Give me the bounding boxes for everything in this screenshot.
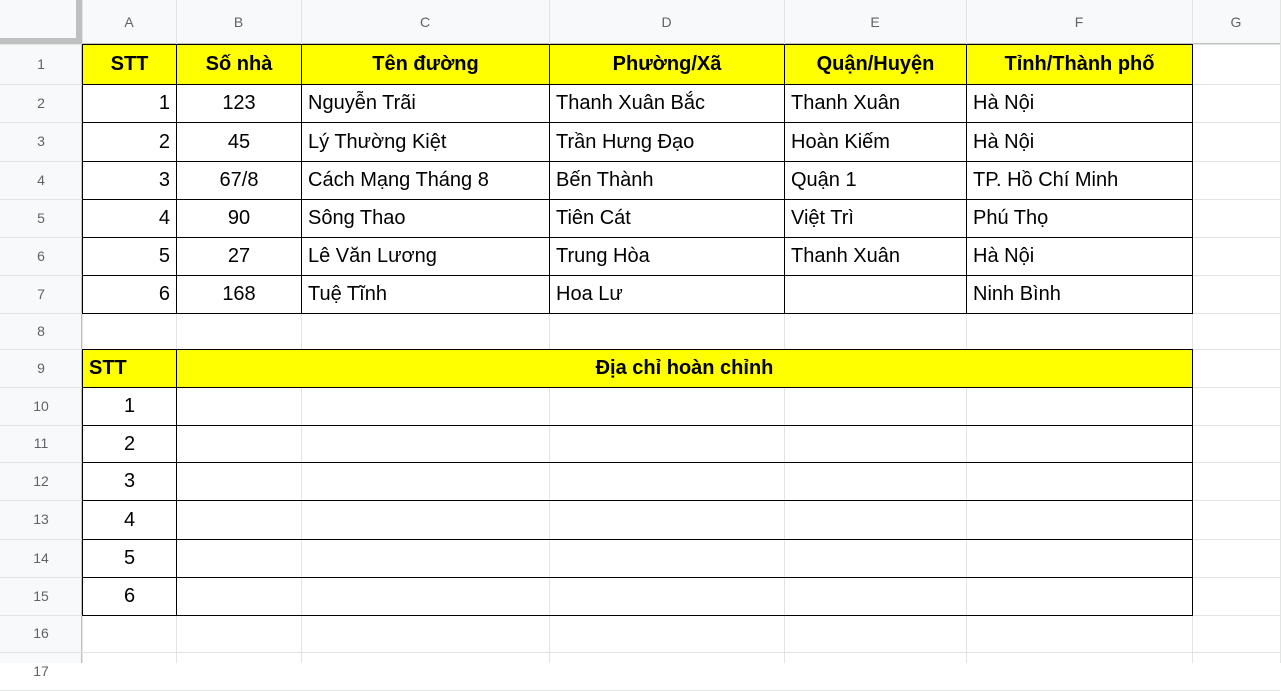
table1-cell[interactable]: Thanh Xuân xyxy=(784,237,967,276)
table1-cell[interactable] xyxy=(784,275,967,314)
row-header-6[interactable]: 6 xyxy=(37,248,45,264)
row-header-9[interactable]: 9 xyxy=(37,360,45,376)
table1-header-cell[interactable]: Quận/Huyện xyxy=(784,44,967,85)
row-header-14[interactable]: 14 xyxy=(33,550,49,566)
row-header-5[interactable]: 5 xyxy=(37,210,45,226)
table1-cell[interactable]: Hà Nội xyxy=(966,122,1193,162)
column-header-b[interactable]: B xyxy=(233,14,244,30)
row-header-1[interactable]: 1 xyxy=(37,56,45,72)
table1-cell[interactable]: Nguyễn Trãi xyxy=(301,84,550,123)
row-header-10[interactable]: 10 xyxy=(33,398,49,414)
table2-header-stt[interactable]: STT xyxy=(82,349,177,388)
row-header-11[interactable]: 11 xyxy=(33,435,49,451)
table2-stt-cell[interactable]: 3 xyxy=(82,462,177,501)
column-header-e[interactable]: E xyxy=(870,14,880,30)
table1-cell[interactable]: Tiên Cát xyxy=(549,199,785,238)
table2-address-cell[interactable] xyxy=(176,539,1193,578)
table2-stt-cell[interactable]: 6 xyxy=(82,577,177,616)
table1-cell[interactable]: 4 xyxy=(82,199,177,238)
row-header-15[interactable]: 15 xyxy=(33,588,49,604)
table2-address-cell[interactable] xyxy=(176,425,1193,463)
table1-cell[interactable]: 5 xyxy=(82,237,177,276)
table1-cell[interactable]: Việt Trì xyxy=(784,199,967,238)
row-header-8[interactable]: 8 xyxy=(37,323,45,339)
table1-cell[interactable]: Lý Thường Kiệt xyxy=(301,122,550,162)
table1-cell[interactable]: 67/8 xyxy=(176,161,302,200)
table2-address-cell[interactable] xyxy=(176,500,1193,540)
gridline-horizontal xyxy=(0,652,1280,653)
table2-address-cell[interactable] xyxy=(176,387,1193,426)
table1-cell[interactable]: Tuệ Tĩnh xyxy=(301,275,550,314)
table1-cell[interactable]: Hoàn Kiếm xyxy=(784,122,967,162)
table2-stt-cell[interactable]: 1 xyxy=(82,387,177,426)
table1-cell[interactable]: Hà Nội xyxy=(966,237,1193,276)
table1-cell[interactable]: 6 xyxy=(82,275,177,314)
table1-cell[interactable]: Hà Nội xyxy=(966,84,1193,123)
table1-cell[interactable]: Bến Thành xyxy=(549,161,785,200)
table1-cell[interactable]: 168 xyxy=(176,275,302,314)
table1-cell[interactable]: Hoa Lư xyxy=(549,275,785,314)
table1-cell[interactable]: Trần Hưng Đạo xyxy=(549,122,785,162)
row-header-17[interactable]: 17 xyxy=(33,663,49,679)
table2-address-cell[interactable] xyxy=(176,462,1193,501)
table1-cell[interactable]: Thanh Xuân xyxy=(784,84,967,123)
column-header-d[interactable]: D xyxy=(661,14,672,30)
column-header-f[interactable]: F xyxy=(1074,14,1084,30)
table1-cell[interactable]: 3 xyxy=(82,161,177,200)
column-header-g[interactable]: G xyxy=(1230,14,1242,30)
table1-cell[interactable]: Ninh Bình xyxy=(966,275,1193,314)
row-header-2[interactable]: 2 xyxy=(37,95,45,111)
table1-header-cell[interactable]: Tỉnh/Thành phố xyxy=(966,44,1193,85)
table1-cell[interactable]: Sông Thao xyxy=(301,199,550,238)
table2-address-cell[interactable] xyxy=(176,577,1193,616)
row-header-3[interactable]: 3 xyxy=(37,133,45,149)
table1-cell[interactable]: 2 xyxy=(82,122,177,162)
table1-cell[interactable]: Thanh Xuân Bắc xyxy=(549,84,785,123)
table1-cell[interactable]: 123 xyxy=(176,84,302,123)
table1-cell[interactable]: Quận 1 xyxy=(784,161,967,200)
row-header-7[interactable]: 7 xyxy=(37,286,45,302)
table1-cell[interactable]: Phú Thọ xyxy=(966,199,1193,238)
table1-cell[interactable]: Cách Mạng Tháng 8 xyxy=(301,161,550,200)
column-header-c[interactable]: C xyxy=(419,14,431,30)
row-header-4[interactable]: 4 xyxy=(37,172,45,188)
table1-cell[interactable]: 27 xyxy=(176,237,302,276)
table2-stt-cell[interactable]: 4 xyxy=(82,500,177,540)
table1-header-cell[interactable]: STT xyxy=(82,44,177,85)
table1-cell[interactable]: 45 xyxy=(176,122,302,162)
table1-cell[interactable]: 1 xyxy=(82,84,177,123)
row-header-12[interactable]: 12 xyxy=(33,473,49,489)
column-header-a[interactable]: A xyxy=(124,14,134,30)
row-header-13[interactable]: 13 xyxy=(33,511,49,527)
table1-header-cell[interactable]: Số nhà xyxy=(176,44,302,85)
table2-stt-cell[interactable]: 2 xyxy=(82,425,177,463)
table1-cell[interactable]: Lê Văn Lương xyxy=(301,237,550,276)
row-header-16[interactable]: 16 xyxy=(33,625,49,641)
table1-cell[interactable]: TP. Hồ Chí Minh xyxy=(966,161,1193,200)
table2-header-full-address[interactable]: Địa chỉ hoàn chỉnh xyxy=(176,349,1193,388)
table2-stt-cell[interactable]: 5 xyxy=(82,539,177,578)
table1-header-cell[interactable]: Tên đường xyxy=(301,44,550,85)
table1-cell[interactable]: Trung Hòa xyxy=(549,237,785,276)
table1-header-cell[interactable]: Phường/Xã xyxy=(549,44,785,85)
table1-cell[interactable]: 90 xyxy=(176,199,302,238)
